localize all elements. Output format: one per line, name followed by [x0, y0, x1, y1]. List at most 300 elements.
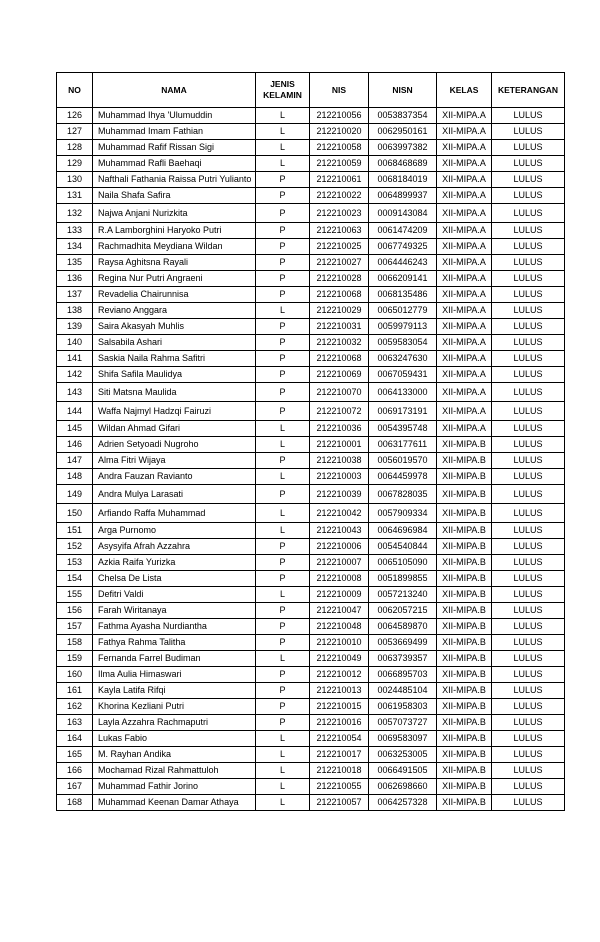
cell-no: 127 [57, 124, 93, 140]
cell-nis: 212210022 [310, 188, 369, 204]
cell-nis: 212210054 [310, 731, 369, 747]
cell-nama: Defitri Valdi [93, 587, 256, 603]
cell-jenis-kelamin: P [256, 367, 310, 383]
cell-nis: 212210068 [310, 287, 369, 303]
cell-keterangan: LULUS [492, 485, 565, 504]
cell-no: 155 [57, 587, 93, 603]
cell-nisn: 0064696984 [369, 523, 437, 539]
cell-kelas: XII-MIPA.A [437, 351, 492, 367]
cell-nis: 212210008 [310, 571, 369, 587]
cell-nisn: 0063997382 [369, 140, 437, 156]
cell-jenis-kelamin: L [256, 731, 310, 747]
cell-kelas: XII-MIPA.B [437, 699, 492, 715]
table-row [57, 539, 565, 555]
cell-jenis-kelamin: L [256, 795, 310, 811]
cell-jenis-kelamin: P [256, 351, 310, 367]
cell-nama: Shifa Safila Maulidya [93, 367, 256, 383]
cell-nis: 212210061 [310, 172, 369, 188]
cell-nis: 212210058 [310, 140, 369, 156]
cell-nis: 212210049 [310, 651, 369, 667]
cell-no: 146 [57, 437, 93, 453]
cell-nisn: 0066491505 [369, 763, 437, 779]
table-row [57, 469, 565, 485]
cell-nisn: 0064133000 [369, 383, 437, 402]
cell-keterangan: LULUS [492, 255, 565, 271]
cell-nisn: 0059979113 [369, 319, 437, 335]
cell-no: 150 [57, 504, 93, 523]
cell-no: 136 [57, 271, 93, 287]
table-body [57, 108, 565, 811]
cell-nis: 212210027 [310, 255, 369, 271]
cell-no: 129 [57, 156, 93, 172]
cell-jenis-kelamin: P [256, 319, 310, 335]
cell-nama: Arfiando Raffa Muhammad [93, 504, 256, 523]
cell-nis: 212210003 [310, 469, 369, 485]
cell-keterangan: LULUS [492, 779, 565, 795]
cell-kelas: XII-MIPA.A [437, 156, 492, 172]
cell-jenis-kelamin: P [256, 188, 310, 204]
cell-nisn: 0066895703 [369, 667, 437, 683]
header-no: NO [57, 73, 93, 108]
cell-no: 148 [57, 469, 93, 485]
cell-keterangan: LULUS [492, 731, 565, 747]
cell-keterangan: LULUS [492, 453, 565, 469]
cell-nama: Asysyifa Afrah Azzahra [93, 539, 256, 555]
cell-jenis-kelamin: L [256, 747, 310, 763]
table-row [57, 223, 565, 239]
cell-no: 140 [57, 335, 93, 351]
cell-nama: M. Rayhan Andika [93, 747, 256, 763]
cell-kelas: XII-MIPA.B [437, 555, 492, 571]
cell-nis: 212210038 [310, 453, 369, 469]
cell-nis: 212210072 [310, 402, 369, 421]
cell-nisn: 0069173191 [369, 402, 437, 421]
cell-nama: Saskia Naila Rahma Safitri [93, 351, 256, 367]
cell-kelas: XII-MIPA.B [437, 453, 492, 469]
cell-jenis-kelamin: L [256, 156, 310, 172]
cell-no: 137 [57, 287, 93, 303]
cell-keterangan: LULUS [492, 437, 565, 453]
cell-nis: 212210010 [310, 635, 369, 651]
cell-jenis-kelamin: P [256, 715, 310, 731]
cell-no: 153 [57, 555, 93, 571]
cell-no: 152 [57, 539, 93, 555]
cell-kelas: XII-MIPA.A [437, 108, 492, 124]
cell-nisn: 0057909334 [369, 504, 437, 523]
cell-nisn: 0068135486 [369, 287, 437, 303]
cell-keterangan: LULUS [492, 619, 565, 635]
cell-jenis-kelamin: P [256, 603, 310, 619]
cell-nis: 212210063 [310, 223, 369, 239]
table-row [57, 108, 565, 124]
table-row [57, 795, 565, 811]
cell-nisn: 0063739357 [369, 651, 437, 667]
cell-no: 147 [57, 453, 93, 469]
cell-nama: Rachmadhita Meydiana Wildan [93, 239, 256, 255]
cell-no: 163 [57, 715, 93, 731]
cell-nama: Waffa Najmyl Hadzqi Fairuzi [93, 402, 256, 421]
cell-nis: 212210056 [310, 108, 369, 124]
cell-nisn: 0067749325 [369, 239, 437, 255]
cell-nama: Nafthali Fathania Raissa Putri Yulianto [93, 172, 256, 188]
cell-keterangan: LULUS [492, 108, 565, 124]
table-row [57, 140, 565, 156]
cell-jenis-kelamin: P [256, 571, 310, 587]
cell-nama: Muhammad Rafif Rissan Sigi [93, 140, 256, 156]
cell-jenis-kelamin: P [256, 699, 310, 715]
cell-no: 159 [57, 651, 93, 667]
cell-kelas: XII-MIPA.B [437, 469, 492, 485]
cell-kelas: XII-MIPA.A [437, 255, 492, 271]
cell-nis: 212210023 [310, 204, 369, 223]
cell-nis: 212210042 [310, 504, 369, 523]
table-row [57, 587, 565, 603]
cell-kelas: XII-MIPA.B [437, 667, 492, 683]
table-row [57, 667, 565, 683]
cell-nama: Muhammad Ihya 'Ulumuddin [93, 108, 256, 124]
cell-kelas: XII-MIPA.A [437, 239, 492, 255]
cell-kelas: XII-MIPA.B [437, 763, 492, 779]
cell-kelas: XII-MIPA.A [437, 140, 492, 156]
cell-nis: 212210028 [310, 271, 369, 287]
cell-jenis-kelamin: L [256, 124, 310, 140]
cell-nama: Chelsa De Lista [93, 571, 256, 587]
cell-keterangan: LULUS [492, 383, 565, 402]
cell-nis: 212210055 [310, 779, 369, 795]
cell-nisn: 0057213240 [369, 587, 437, 603]
cell-no: 126 [57, 108, 93, 124]
cell-nisn: 0056019570 [369, 453, 437, 469]
cell-nisn: 0064459978 [369, 469, 437, 485]
cell-nis: 212210015 [310, 699, 369, 715]
table-row [57, 319, 565, 335]
table-row [57, 571, 565, 587]
cell-nama: Regina Nur Putri Angraeni [93, 271, 256, 287]
cell-nama: Naila Shafa Safira [93, 188, 256, 204]
cell-kelas: XII-MIPA.A [437, 303, 492, 319]
cell-no: 144 [57, 402, 93, 421]
cell-keterangan: LULUS [492, 539, 565, 555]
cell-no: 149 [57, 485, 93, 504]
cell-no: 160 [57, 667, 93, 683]
cell-nis: 212210017 [310, 747, 369, 763]
cell-no: 158 [57, 635, 93, 651]
cell-kelas: XII-MIPA.B [437, 779, 492, 795]
table-row [57, 204, 565, 223]
cell-keterangan: LULUS [492, 303, 565, 319]
cell-jenis-kelamin: L [256, 437, 310, 453]
cell-nama: Khorina Kezliani Putri [93, 699, 256, 715]
table-row [57, 156, 565, 172]
cell-jenis-kelamin: P [256, 485, 310, 504]
cell-jenis-kelamin: L [256, 469, 310, 485]
cell-nis: 212210009 [310, 587, 369, 603]
cell-keterangan: LULUS [492, 124, 565, 140]
table-row [57, 303, 565, 319]
cell-nama: Muhammad Fathir Jorino [93, 779, 256, 795]
table-row [57, 172, 565, 188]
cell-kelas: XII-MIPA.B [437, 437, 492, 453]
cell-jenis-kelamin: P [256, 667, 310, 683]
cell-keterangan: LULUS [492, 795, 565, 811]
cell-jenis-kelamin: L [256, 140, 310, 156]
cell-jenis-kelamin: L [256, 303, 310, 319]
cell-nis: 212210057 [310, 795, 369, 811]
cell-no: 128 [57, 140, 93, 156]
cell-nisn: 0057073727 [369, 715, 437, 731]
cell-nis: 212210043 [310, 523, 369, 539]
cell-no: 135 [57, 255, 93, 271]
cell-no: 142 [57, 367, 93, 383]
cell-kelas: XII-MIPA.A [437, 172, 492, 188]
cell-nis: 212210016 [310, 715, 369, 731]
table-row [57, 421, 565, 437]
table-row [57, 731, 565, 747]
table-row [57, 255, 565, 271]
table-row [57, 763, 565, 779]
cell-nisn: 0064899937 [369, 188, 437, 204]
cell-jenis-kelamin: L [256, 523, 310, 539]
cell-jenis-kelamin: P [256, 453, 310, 469]
cell-keterangan: LULUS [492, 763, 565, 779]
cell-nisn: 0053669499 [369, 635, 437, 651]
cell-nisn: 0068468689 [369, 156, 437, 172]
cell-nis: 212210001 [310, 437, 369, 453]
cell-nama: Farah Wiritanaya [93, 603, 256, 619]
cell-kelas: XII-MIPA.A [437, 271, 492, 287]
cell-keterangan: LULUS [492, 469, 565, 485]
cell-keterangan: LULUS [492, 635, 565, 651]
cell-nama: Mochamad Rizal Rahmattuloh [93, 763, 256, 779]
cell-nisn: 0051899855 [369, 571, 437, 587]
table-row [57, 188, 565, 204]
cell-keterangan: LULUS [492, 715, 565, 731]
cell-nama: Reviano Anggara [93, 303, 256, 319]
cell-nama: Adrien Setyoadi Nugroho [93, 437, 256, 453]
cell-jenis-kelamin: P [256, 255, 310, 271]
cell-keterangan: LULUS [492, 504, 565, 523]
cell-nama: Revadelia Chairunnisa [93, 287, 256, 303]
table-header [57, 73, 565, 108]
table-row [57, 779, 565, 795]
cell-kelas: XII-MIPA.B [437, 731, 492, 747]
cell-no: 131 [57, 188, 93, 204]
cell-nisn: 0054540844 [369, 539, 437, 555]
cell-no: 132 [57, 204, 93, 223]
cell-jenis-kelamin: P [256, 172, 310, 188]
cell-nisn: 0067059431 [369, 367, 437, 383]
cell-no: 154 [57, 571, 93, 587]
cell-nama: Arga Purnomo [93, 523, 256, 539]
cell-keterangan: LULUS [492, 287, 565, 303]
cell-keterangan: LULUS [492, 271, 565, 287]
cell-no: 130 [57, 172, 93, 188]
table-row [57, 271, 565, 287]
cell-nisn: 0064589870 [369, 619, 437, 635]
cell-keterangan: LULUS [492, 335, 565, 351]
cell-nama: Wildan Ahmad Gifari [93, 421, 256, 437]
cell-nis: 212210059 [310, 156, 369, 172]
cell-jenis-kelamin: P [256, 635, 310, 651]
cell-keterangan: LULUS [492, 140, 565, 156]
cell-jenis-kelamin: P [256, 204, 310, 223]
cell-nis: 212210025 [310, 239, 369, 255]
cell-kelas: XII-MIPA.A [437, 402, 492, 421]
cell-kelas: XII-MIPA.B [437, 715, 492, 731]
cell-kelas: XII-MIPA.B [437, 523, 492, 539]
cell-nama: Kayla Latifa Rifqi [93, 683, 256, 699]
cell-no: 161 [57, 683, 93, 699]
cell-keterangan: LULUS [492, 367, 565, 383]
cell-jenis-kelamin: P [256, 683, 310, 699]
cell-jenis-kelamin: P [256, 287, 310, 303]
cell-nisn: 0063253005 [369, 747, 437, 763]
cell-nis: 212210007 [310, 555, 369, 571]
table-row [57, 402, 565, 421]
table-row [57, 683, 565, 699]
cell-keterangan: LULUS [492, 239, 565, 255]
cell-nis: 212210006 [310, 539, 369, 555]
cell-jenis-kelamin: L [256, 587, 310, 603]
cell-kelas: XII-MIPA.A [437, 421, 492, 437]
cell-nisn: 0068184019 [369, 172, 437, 188]
table-row [57, 555, 565, 571]
cell-nisn: 0053837354 [369, 108, 437, 124]
cell-keterangan: LULUS [492, 587, 565, 603]
table-row [57, 367, 565, 383]
cell-nama: Lukas Fabio [93, 731, 256, 747]
cell-no: 168 [57, 795, 93, 811]
cell-jenis-kelamin: P [256, 402, 310, 421]
cell-no: 145 [57, 421, 93, 437]
table-row [57, 635, 565, 651]
cell-nis: 212210029 [310, 303, 369, 319]
cell-nisn: 0061958303 [369, 699, 437, 715]
cell-jenis-kelamin: P [256, 239, 310, 255]
cell-nis: 212210047 [310, 603, 369, 619]
cell-nis: 212210069 [310, 367, 369, 383]
cell-nisn: 0061474209 [369, 223, 437, 239]
cell-keterangan: LULUS [492, 351, 565, 367]
cell-nis: 212210020 [310, 124, 369, 140]
cell-kelas: XII-MIPA.B [437, 485, 492, 504]
cell-kelas: XII-MIPA.A [437, 124, 492, 140]
cell-jenis-kelamin: L [256, 504, 310, 523]
cell-no: 166 [57, 763, 93, 779]
cell-keterangan: LULUS [492, 188, 565, 204]
table-row [57, 504, 565, 523]
table-row [57, 437, 565, 453]
table-row [57, 124, 565, 140]
cell-nisn: 0062057215 [369, 603, 437, 619]
cell-nama: Azkia Raifa Yurizka [93, 555, 256, 571]
cell-nama: Layla Azzahra Rachmaputri [93, 715, 256, 731]
table-row [57, 747, 565, 763]
cell-nisn: 0063177611 [369, 437, 437, 453]
cell-nama: Raysa Aghitsna Rayali [93, 255, 256, 271]
cell-kelas: XII-MIPA.B [437, 539, 492, 555]
cell-nis: 212210013 [310, 683, 369, 699]
cell-nisn: 0067828035 [369, 485, 437, 504]
cell-no: 156 [57, 603, 93, 619]
header-jenis-kelamin: JENIS KELAMIN [256, 73, 310, 108]
cell-nis: 212210048 [310, 619, 369, 635]
cell-nisn: 0064446243 [369, 255, 437, 271]
cell-nama: Ilma Aulia Himaswari [93, 667, 256, 683]
cell-nama: Salsabila Ashari [93, 335, 256, 351]
cell-nama: Fernanda Farrel Budiman [93, 651, 256, 667]
cell-nisn: 0054395748 [369, 421, 437, 437]
cell-nama: Muhammad Rafli Baehaqi [93, 156, 256, 172]
cell-jenis-kelamin: P [256, 383, 310, 402]
cell-keterangan: LULUS [492, 172, 565, 188]
cell-no: 164 [57, 731, 93, 747]
cell-kelas: XII-MIPA.B [437, 619, 492, 635]
table-row [57, 715, 565, 731]
cell-nis: 212210012 [310, 667, 369, 683]
cell-no: 151 [57, 523, 93, 539]
cell-nis: 212210018 [310, 763, 369, 779]
cell-nisn: 0062950161 [369, 124, 437, 140]
cell-nis: 212210032 [310, 335, 369, 351]
cell-keterangan: LULUS [492, 204, 565, 223]
cell-nisn: 0024485104 [369, 683, 437, 699]
table-row [57, 619, 565, 635]
cell-keterangan: LULUS [492, 651, 565, 667]
table-row [57, 699, 565, 715]
cell-keterangan: LULUS [492, 747, 565, 763]
cell-no: 162 [57, 699, 93, 715]
table-row [57, 523, 565, 539]
cell-no: 143 [57, 383, 93, 402]
cell-keterangan: LULUS [492, 223, 565, 239]
cell-keterangan: LULUS [492, 156, 565, 172]
cell-kelas: XII-MIPA.A [437, 287, 492, 303]
cell-kelas: XII-MIPA.A [437, 223, 492, 239]
cell-kelas: XII-MIPA.B [437, 635, 492, 651]
cell-jenis-kelamin: L [256, 651, 310, 667]
cell-nama: Siti Matsna Maulida [93, 383, 256, 402]
cell-kelas: XII-MIPA.A [437, 188, 492, 204]
cell-nama: Najwa Anjani Nurizkita [93, 204, 256, 223]
cell-nisn: 0059583054 [369, 335, 437, 351]
cell-no: 139 [57, 319, 93, 335]
header-nama: NAMA [93, 73, 256, 108]
cell-no: 134 [57, 239, 93, 255]
cell-kelas: XII-MIPA.B [437, 795, 492, 811]
cell-nama: R.A Lamborghini Haryoko Putri [93, 223, 256, 239]
table-row [57, 603, 565, 619]
cell-no: 157 [57, 619, 93, 635]
cell-nisn: 0069583097 [369, 731, 437, 747]
cell-kelas: XII-MIPA.A [437, 383, 492, 402]
graduation-results-table [56, 72, 565, 811]
table-row [57, 335, 565, 351]
cell-nama: Muhammad Imam Fathian [93, 124, 256, 140]
cell-kelas: XII-MIPA.B [437, 504, 492, 523]
cell-kelas: XII-MIPA.B [437, 651, 492, 667]
cell-nama: Andra Mulya Larasati [93, 485, 256, 504]
cell-nama: Andra Fauzan Ravianto [93, 469, 256, 485]
cell-keterangan: LULUS [492, 667, 565, 683]
table-row [57, 651, 565, 667]
cell-no: 167 [57, 779, 93, 795]
cell-nisn: 0009143084 [369, 204, 437, 223]
table-row [57, 239, 565, 255]
cell-jenis-kelamin: L [256, 763, 310, 779]
cell-nama: Fathma Ayasha Nurdiantha [93, 619, 256, 635]
cell-keterangan: LULUS [492, 421, 565, 437]
